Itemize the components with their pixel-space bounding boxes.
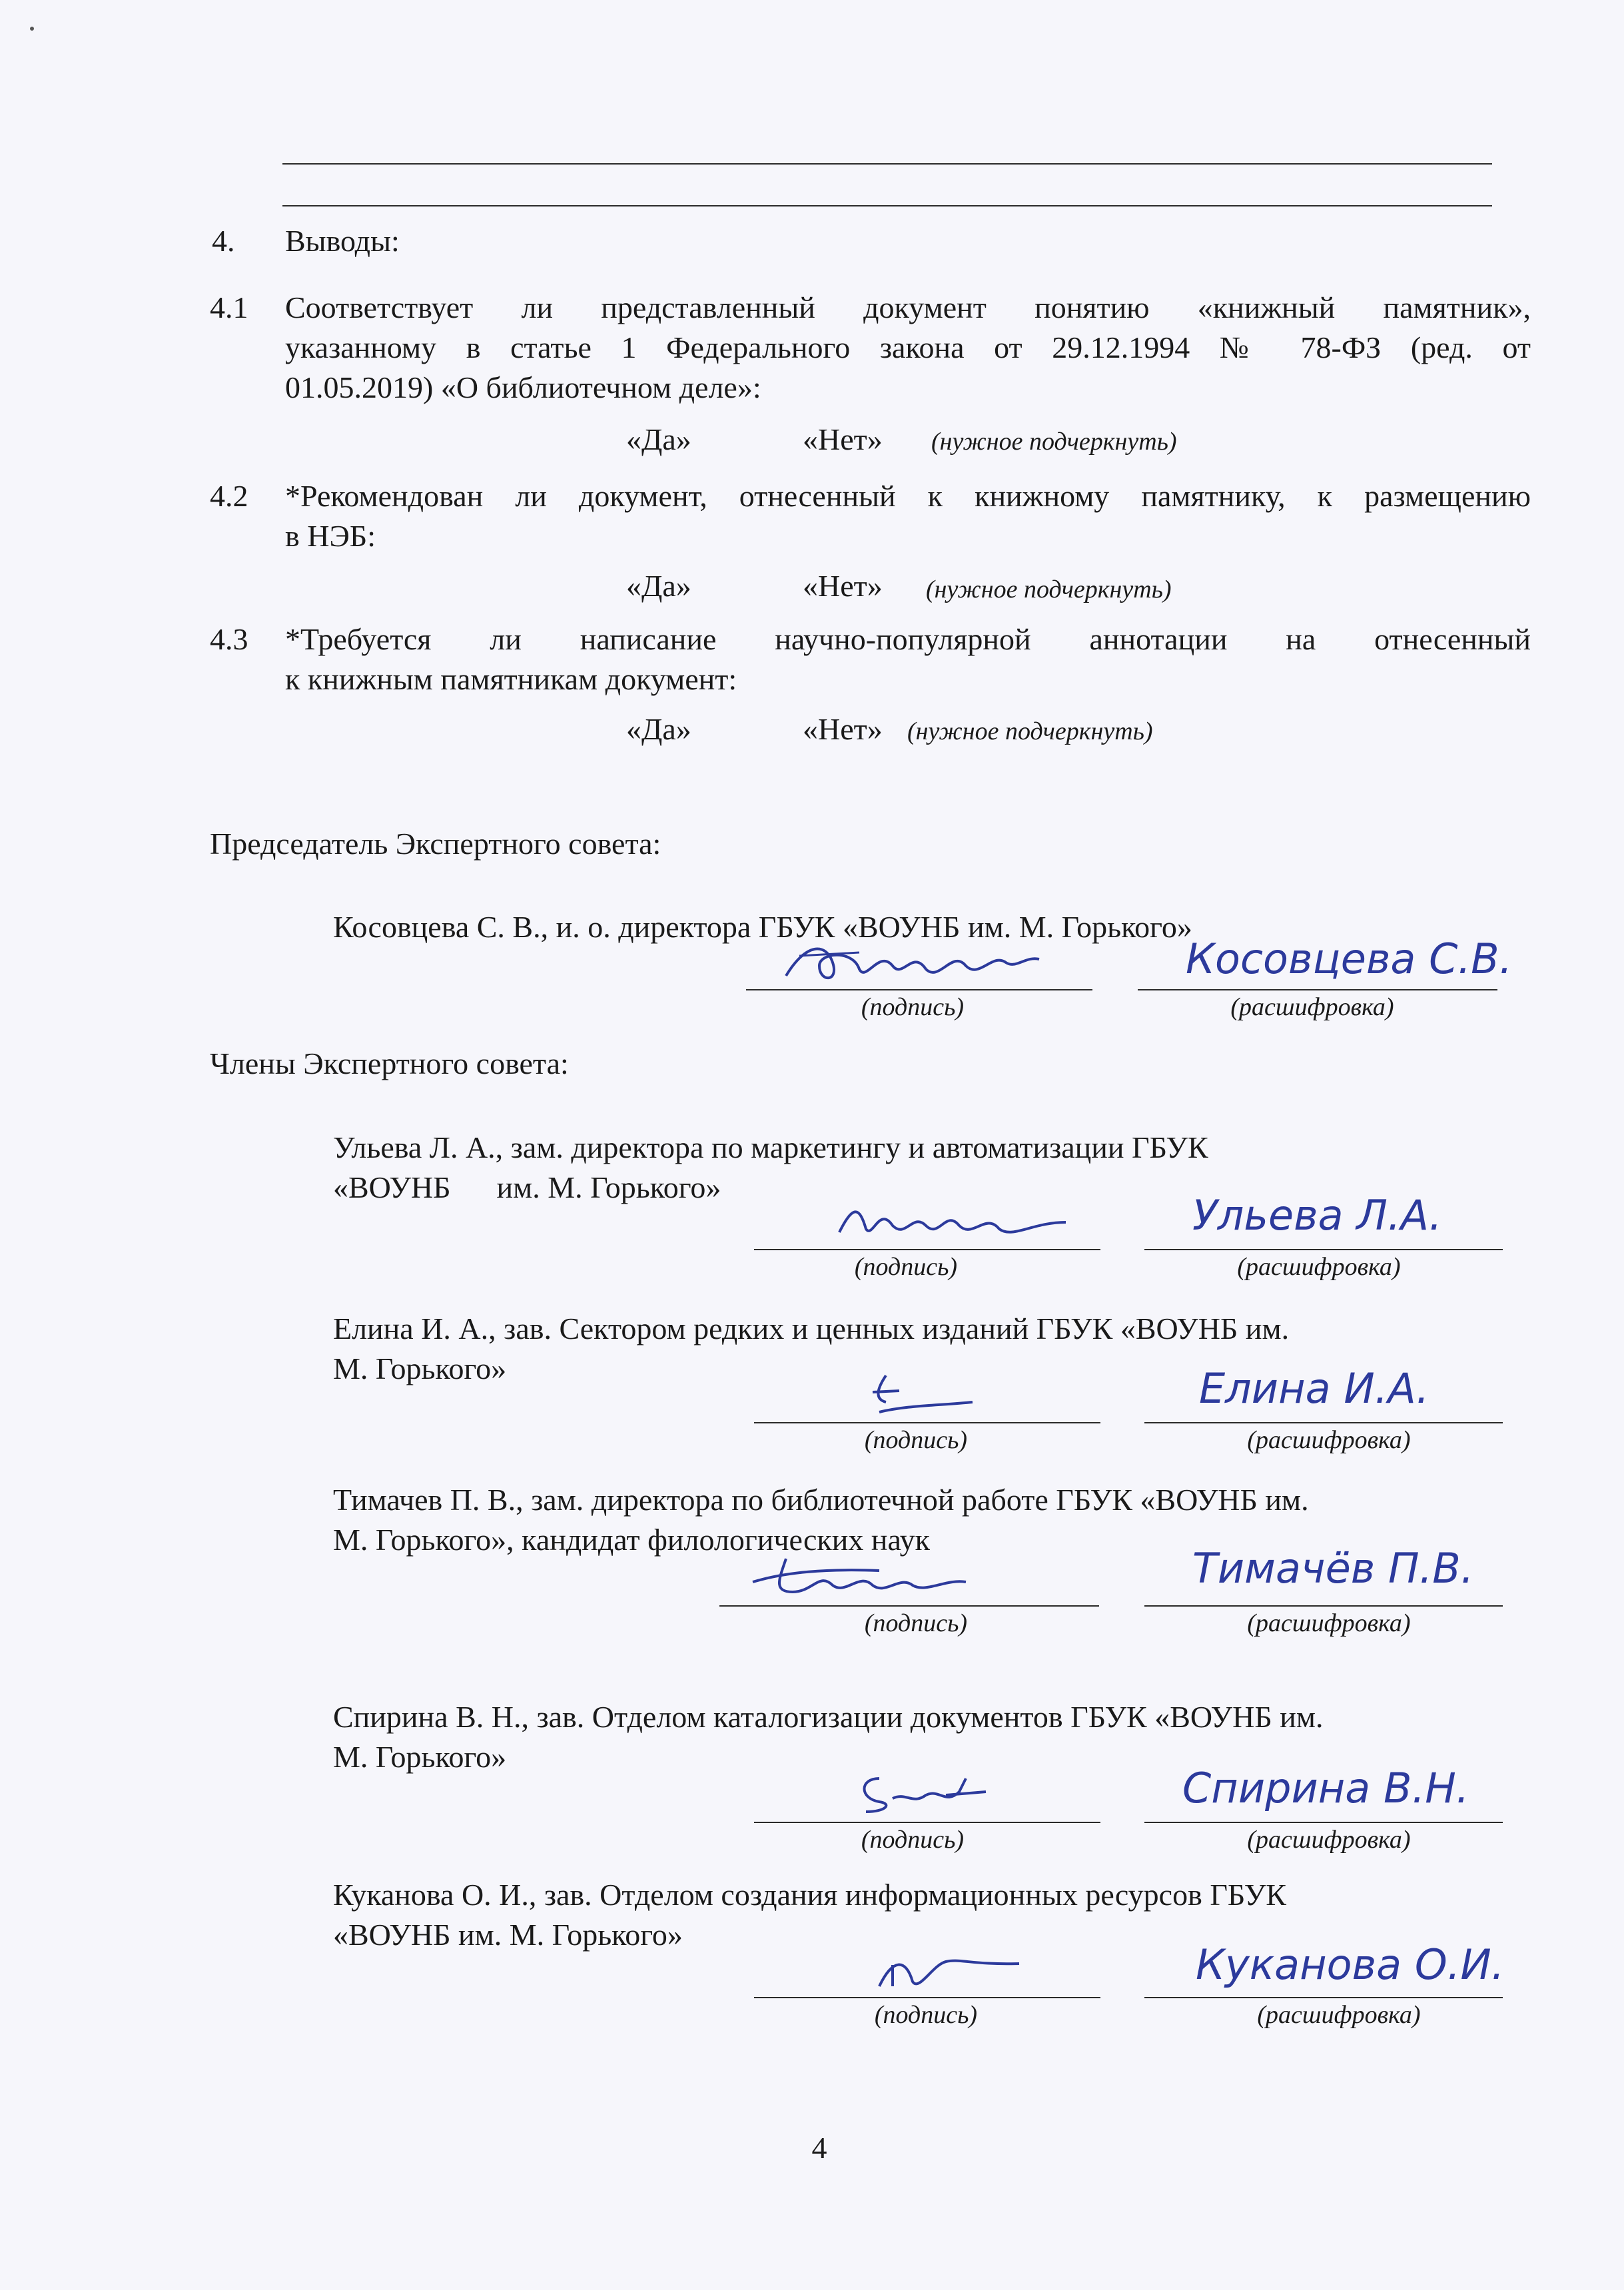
name-caption: (расшифровка) [1247,1426,1411,1454]
underline-hint: (нужное подчеркнуть) [907,717,1153,745]
signature-image [779,936,1046,989]
blank-rule-line [282,163,1492,165]
members-heading: Члены Экспертного совета: [210,1046,569,1080]
item-number: 4.3 [210,622,248,656]
member-description: Елина И. А., зав. Сектором редких и ценных изданий ГБУК «ВОУНБ им. М. Горького» [333,1312,1290,1385]
yes-option: «Да» [626,712,691,746]
handwritten-name: Спирина В.Н. [1182,1764,1469,1812]
name-line [1144,1822,1503,1823]
name-caption: (расшифровка) [1257,2001,1421,2029]
signature-image [833,1192,1072,1246]
item-number: 4.2 [210,479,248,513]
signature-caption: (подпись) [874,2001,978,2029]
signature-line [754,1422,1100,1423]
blank-rule-line [282,205,1492,206]
handwritten-name: Косовцева С.В. [1186,935,1513,983]
name-line [1144,1422,1503,1423]
name-line [1144,1249,1503,1250]
member-description: Куканова О. И., зав. Отделом создания информационных ресурсов ГБУК «ВОУНБ им. М. Горького» [333,1878,1286,1952]
item-question: *Требуется ли написание научно-популярной аннотации на отнесенный к книжным памятникам документ: [285,622,1531,696]
item-number: 4.1 [210,290,248,324]
handwritten-name: Куканова О.И. [1196,1940,1505,1989]
yes-option: «Да» [626,422,691,456]
member-description: Ульева Л. А., зам. директора по маркетингу и автоматизации ГБУК «ВОУНБ им. М. Горького» [333,1130,1208,1204]
name-line [1144,1605,1503,1607]
item-question: Соответствует ли представленный документ понятию «книжный памятник», указанному в статье 1 Федерального закона от 29.12.1994 № 78-ФЗ (ред. от 01.05.2019) «О библиотечном деле»: [285,290,1531,404]
chair-heading: Председатель Экспертного совета: [210,827,661,861]
member-description: Тимачев П. В., зам. директора по библиотечной работе ГБУК «ВОУНБ им. М. Горького», кандидат филологических наук [333,1483,1309,1557]
name-line [1138,989,1497,990]
signature-caption: (подпись) [864,1426,968,1454]
section-number: 4. [212,224,235,258]
signature-caption: (подпись) [864,1609,968,1637]
signature-line [754,1997,1100,1998]
underline-hint: (нужное подчеркнуть) [931,428,1177,456]
handwritten-name: Ульева Л.А. [1192,1191,1442,1240]
name-caption: (расшифровка) [1230,993,1394,1021]
section-title: Выводы: [285,224,400,258]
yes-option: «Да» [626,569,691,603]
no-option: «Нет» [803,712,883,746]
scan-speck [30,27,34,31]
name-caption: (расшифровка) [1237,1253,1401,1281]
underline-hint: (нужное подчеркнуть) [926,575,1172,603]
signature-line [754,1249,1100,1250]
signature-image [846,1765,993,1818]
name-line [1144,1997,1503,1998]
handwritten-name: Елина И.А. [1199,1364,1429,1413]
signature-image [859,1365,979,1419]
signature-caption: (подпись) [861,1826,965,1854]
name-caption: (расшифровка) [1247,1609,1411,1637]
member-description: Спирина В. Н., зав. Отделом каталогизации документов ГБУК «ВОУНБ им. М. Горького» [333,1700,1324,1774]
chair-description: Косовцева С. В., и. о. директора ГБУК «ВОУНБ им. М. Горького» [333,910,1192,944]
no-option: «Нет» [803,569,883,603]
name-caption: (расшифровка) [1247,1826,1411,1854]
signature-image [866,1945,1026,1998]
signature-line [754,1822,1100,1823]
handwritten-name: Тимачёв П.В. [1192,1544,1474,1593]
signature-image [746,1552,973,1605]
signature-line [746,989,1092,990]
signature-caption: (подпись) [861,993,965,1021]
page-number: 4 [811,2131,827,2165]
signature-caption: (подпись) [854,1253,958,1281]
item-question: *Рекомендован ли документ, отнесенный к книжному памятнику, к размещению в НЭБ: [285,479,1531,553]
signature-line [719,1605,1099,1607]
no-option: «Нет» [803,422,883,456]
